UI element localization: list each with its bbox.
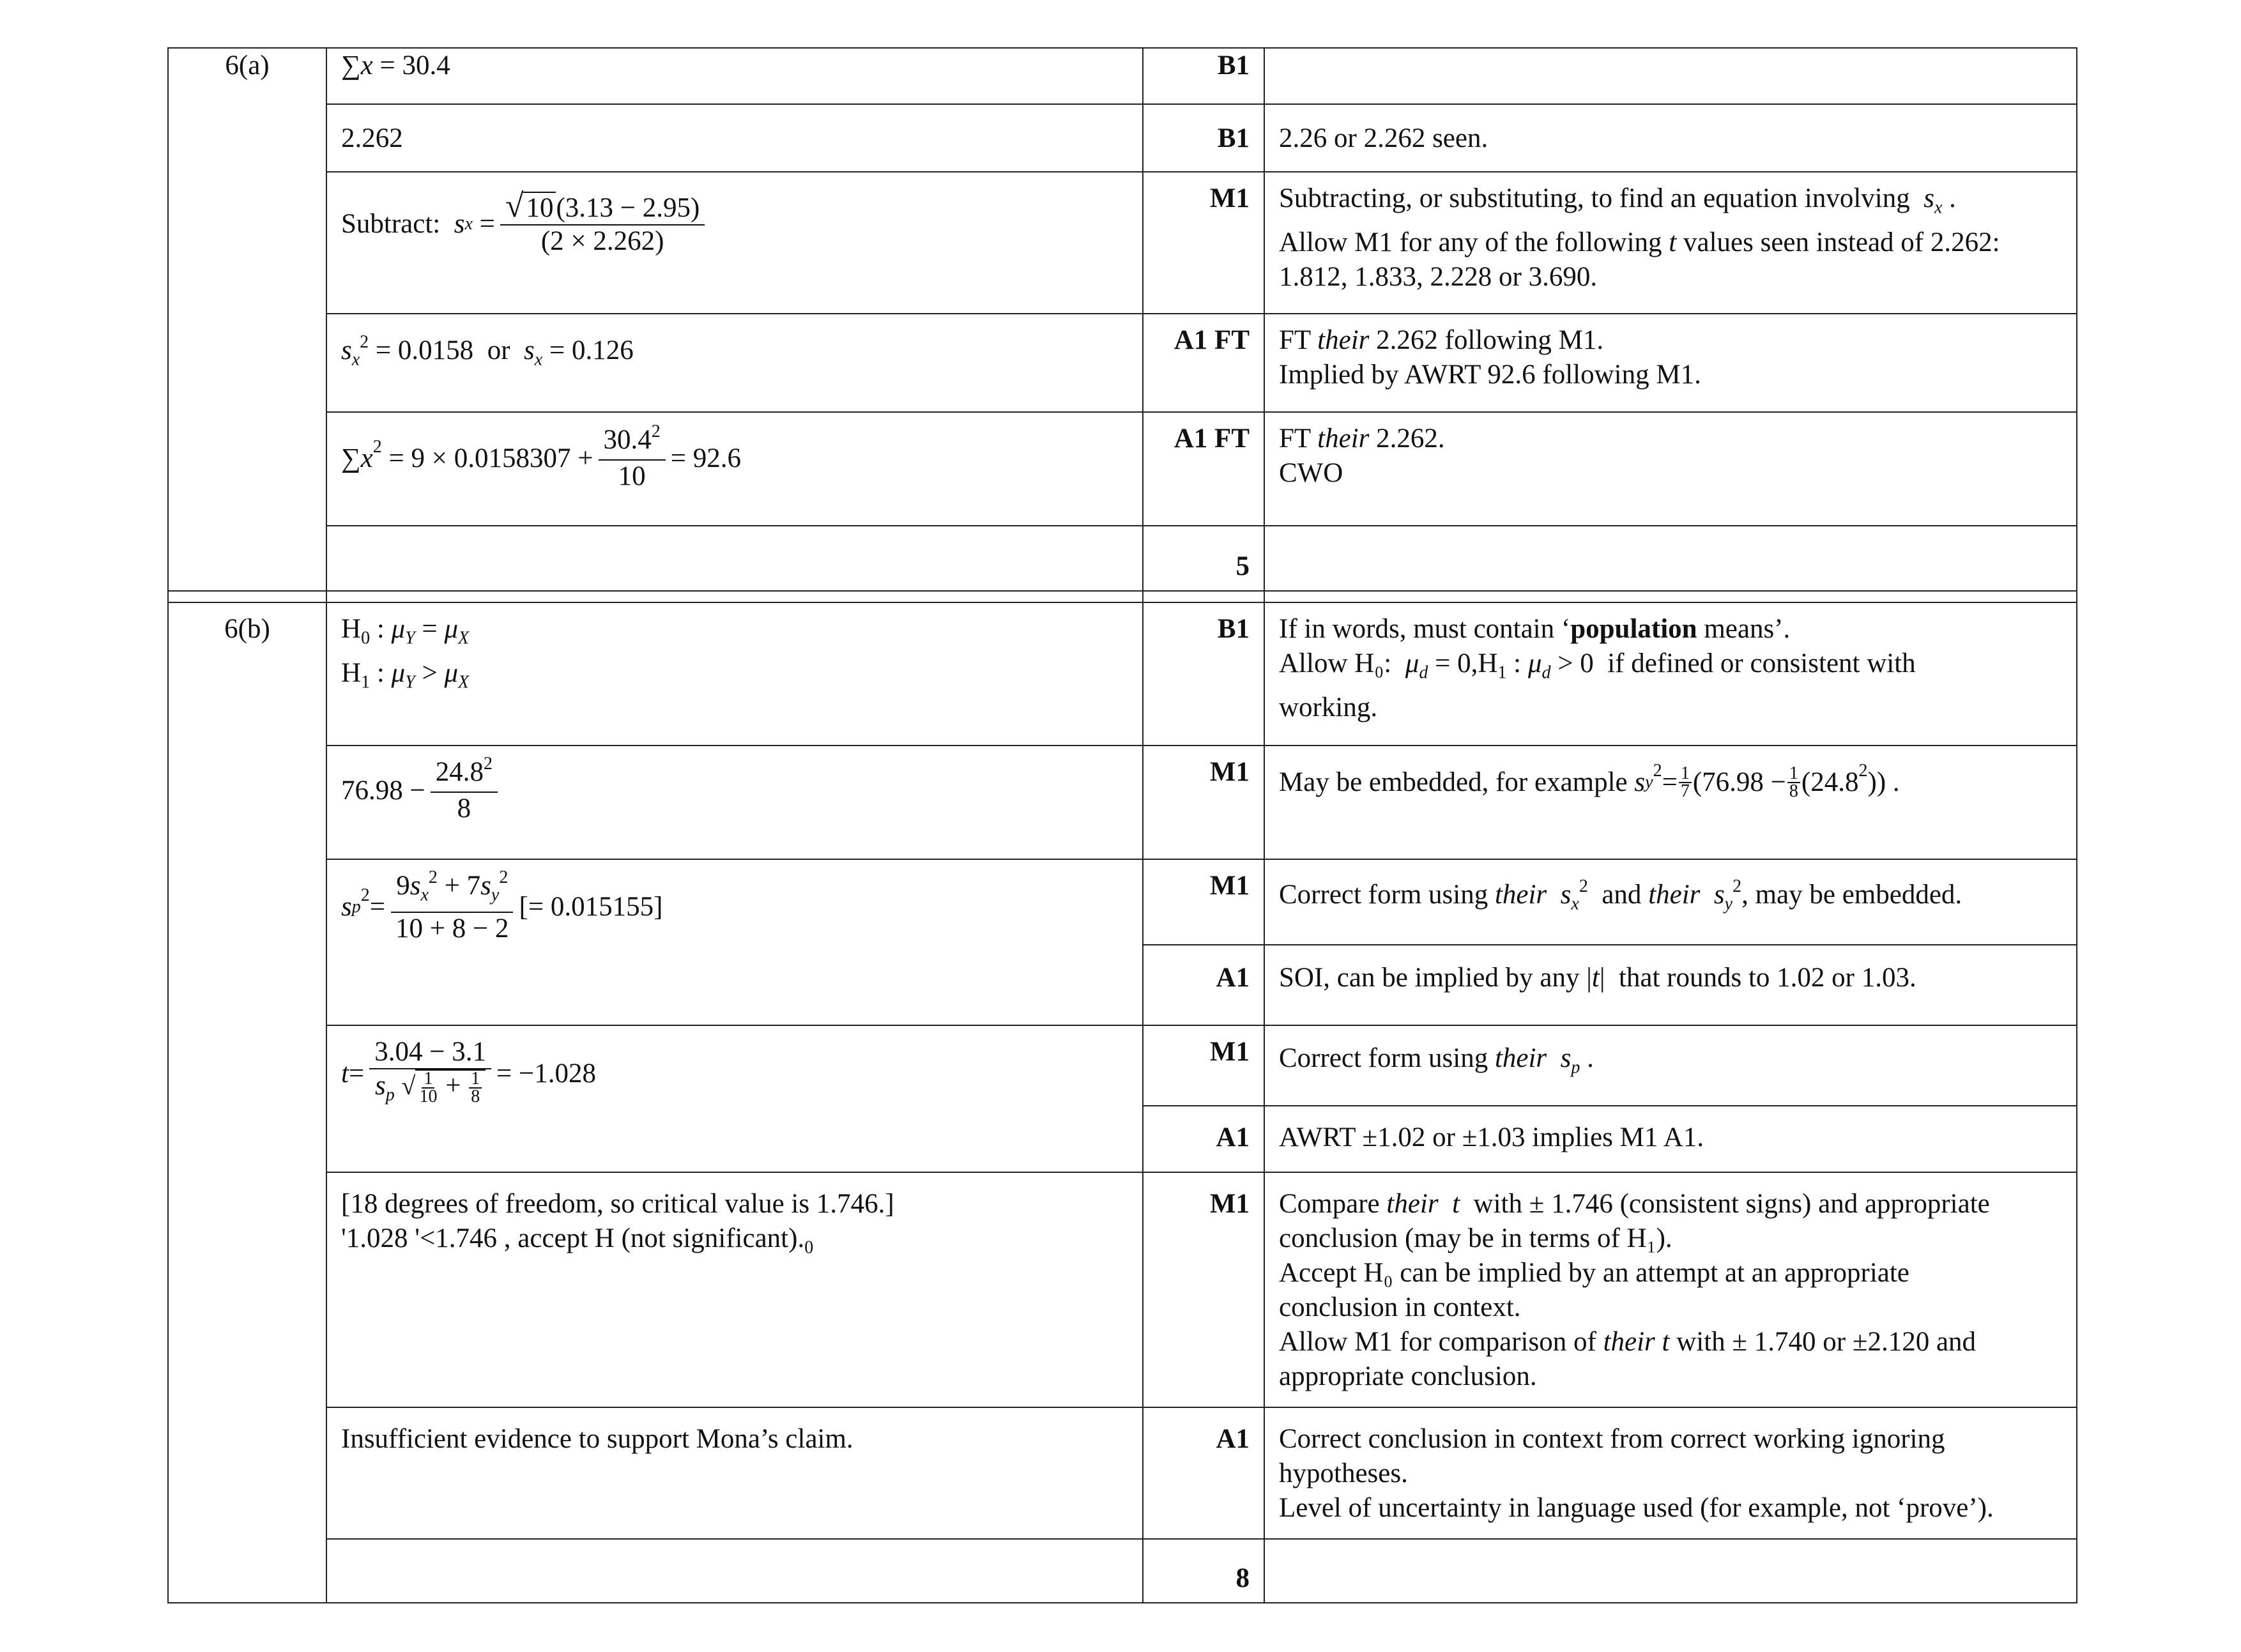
answer-cell: ∑x = 30.4 (326, 48, 1143, 104)
mark-cell: B1 (1143, 48, 1264, 104)
mark-cell: A1 FT (1143, 412, 1264, 526)
total-mark: 8 (1143, 1539, 1264, 1603)
mark-cell: M1 (1143, 859, 1264, 945)
table-row (168, 1025, 2077, 1106)
guidance-cell (1264, 48, 2077, 104)
guidance-cell: 2.26 or 2.262 seen. (1264, 104, 2077, 172)
mark-cell: A1 (1143, 1407, 1264, 1539)
mark-cell: M1 (1143, 1172, 1264, 1407)
answer-cell: 76.98 − $\frac{24.8^2}{8}$ (326, 746, 1143, 859)
total-mark: 5 (1143, 526, 1264, 591)
table-row (168, 412, 2077, 526)
table-row (168, 314, 2077, 412)
answer-cell (326, 526, 1143, 591)
guidance-cell: Compare their t with ± 1.746 (consistent signs) and appropriate conclusion (may be in terms of H₁). Accept H₀ can be implied by an attempt at an appropriate conclusion in context. Allow M1 for comparison of their t with ± 1.740 or ±2.120 and appropriate conclusion. (1264, 1172, 2077, 1407)
mark-cell: A1 FT (1143, 314, 1264, 412)
guidance-cell: AWRT ±1.02 or ±1.03 implies M1 A1. (1264, 1106, 2077, 1172)
table-row (168, 859, 2077, 945)
table-row (168, 1407, 2077, 1539)
guidance-cell: FT their 2.262. CWO (1264, 412, 2077, 526)
table-row (168, 104, 2077, 172)
table-row (168, 1172, 2077, 1407)
section-divider (168, 591, 2077, 602)
mark-cell: B1 (1143, 104, 1264, 172)
guidance-cell: May be embedded, for example s y 2 = 1 7 (76.98 − 1 8 (24.8 2 )) . (1264, 746, 2077, 859)
answer-cell: s p 2 = $\frac{9s_x^2 + 7s_y^2}{10 + 8 - 2}$ [= 0.015155] (326, 859, 1143, 1025)
table-row (168, 172, 2077, 314)
mark-cell: M1 (1143, 1025, 1264, 1106)
guidance-cell: If in words, must contain ‘population means’. Allow H₀: $\mu_d = 0,H_1$ : $\mu_d > 0$ if defined or consistent with working. (1264, 602, 2077, 746)
answer-cell: 2.262 (326, 104, 1143, 172)
answer-cell (326, 1539, 1143, 1603)
guidance-cell (1264, 526, 2077, 591)
mark-cell: B1 (1143, 602, 1264, 746)
guidance-cell: FT their 2.262 following M1. Implied by AWRT 92.6 following M1. (1264, 314, 2077, 412)
mark-scheme-table (167, 47, 2077, 1603)
answer-cell: $s_x^2 = 0.0158$ or $s_x = 0.126$ (326, 314, 1143, 412)
guidance-cell: Correct form using their $s_p$ . (1264, 1025, 2077, 1106)
question-label: 6(b) (168, 602, 326, 1603)
table-row (168, 602, 2077, 746)
mark-cell: M1 (1143, 172, 1264, 314)
guidance-cell (1264, 1539, 2077, 1603)
table-row (168, 48, 2077, 104)
question-label: 6(a) (168, 48, 326, 591)
mark-cell: A1 (1143, 1106, 1264, 1172)
table-row (168, 746, 2077, 859)
answer-cell: ∑ x 2 = 9 × 0.0158307 + $\frac{30.4^2}{10}$ = 92.6 (326, 412, 1143, 526)
guidance-cell: Correct form using their $s_x^2$ and their $s_y^2$, may be embedded. (1264, 859, 2077, 945)
guidance-cell: Correct conclusion in context from correct working ignoring hypotheses. Level of uncertainty in language used (for example, not ‘prove’). (1264, 1407, 2077, 1539)
answer-cell: $H_0$ : $\mu_Y = \mu_X$ $H_1$ : $\mu_Y > \mu_X$ (326, 602, 1143, 746)
answer-cell: Insufficient evidence to support Mona’s claim. (326, 1407, 1143, 1539)
mark-cell: A1 (1143, 945, 1264, 1025)
guidance-cell: Subtracting, or substituting, to find an equation involving $s_x$ . Allow M1 for any of the following t values seen instead of 2.262: 1.812, 1.833, 2.228 or 3.690. (1264, 172, 2077, 314)
answer-cell: Subtract: s x = $\frac{√10(3.13 - 2.95)}{(2 \times 2.262)}$ (326, 172, 1143, 314)
table-row (168, 1539, 2077, 1603)
answer-cell: [18 degrees of freedom, so critical value is 1.746.] '1.028 '<1.746 , accept H (not $significant)._0$ (326, 1172, 1143, 1407)
guidance-cell: SOI, can be implied by any |t| that rounds to 1.02 or 1.03. (1264, 945, 2077, 1025)
answer-cell: t = 3.04 − 3.1 $s_p$ √ $\frac{1}{10}$ + $\frac{1}{8}$ = −1.028 (326, 1025, 1143, 1172)
mark-cell: M1 (1143, 746, 1264, 859)
table-row (168, 526, 2077, 591)
